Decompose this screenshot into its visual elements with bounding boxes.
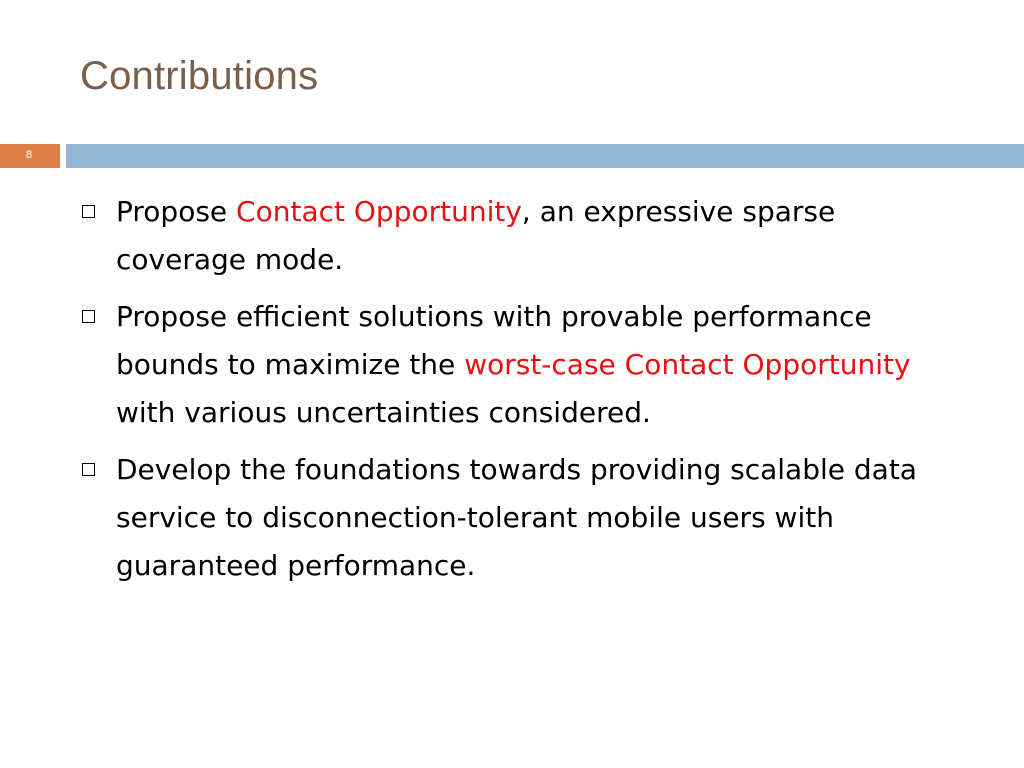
slide-number-box — [0, 144, 60, 168]
bullet-text-segment: with various uncertainties considered. — [116, 396, 651, 429]
square-bullet-icon — [82, 310, 95, 323]
bullet-item-foundations — [80, 446, 960, 590]
bullet-highlight-text: Contact Opportunity — [236, 195, 522, 228]
bullet-text-segment: , an expressive sparse coverage mode. — [116, 195, 836, 276]
title-divider-bar — [0, 144, 1024, 168]
slide-title: Contributions — [80, 54, 319, 98]
divider-band — [66, 144, 1024, 168]
bullet-list — [80, 188, 960, 599]
bullet-text-segment: Propose efficient solutions with provable performance bounds to maximize the — [116, 300, 872, 381]
bullet-text-segment: Propose — [116, 195, 237, 228]
bullet-text — [116, 300, 911, 429]
bullet-highlight-text: worst-case Contact Opportunity — [464, 348, 911, 381]
bullet-text — [116, 195, 835, 276]
slide-number: 8 — [26, 149, 33, 161]
bullet-item-contact-opportunity — [80, 188, 960, 284]
bullet-item-efficient-solutions — [80, 293, 960, 437]
bullet-text — [116, 453, 917, 582]
bullet-text-segment: Develop the foundations towards providing scalable data service to disconnection-tolerant mobile users with guaranteed performance. — [116, 453, 917, 582]
square-bullet-icon — [82, 463, 95, 476]
square-bullet-icon — [82, 205, 95, 218]
